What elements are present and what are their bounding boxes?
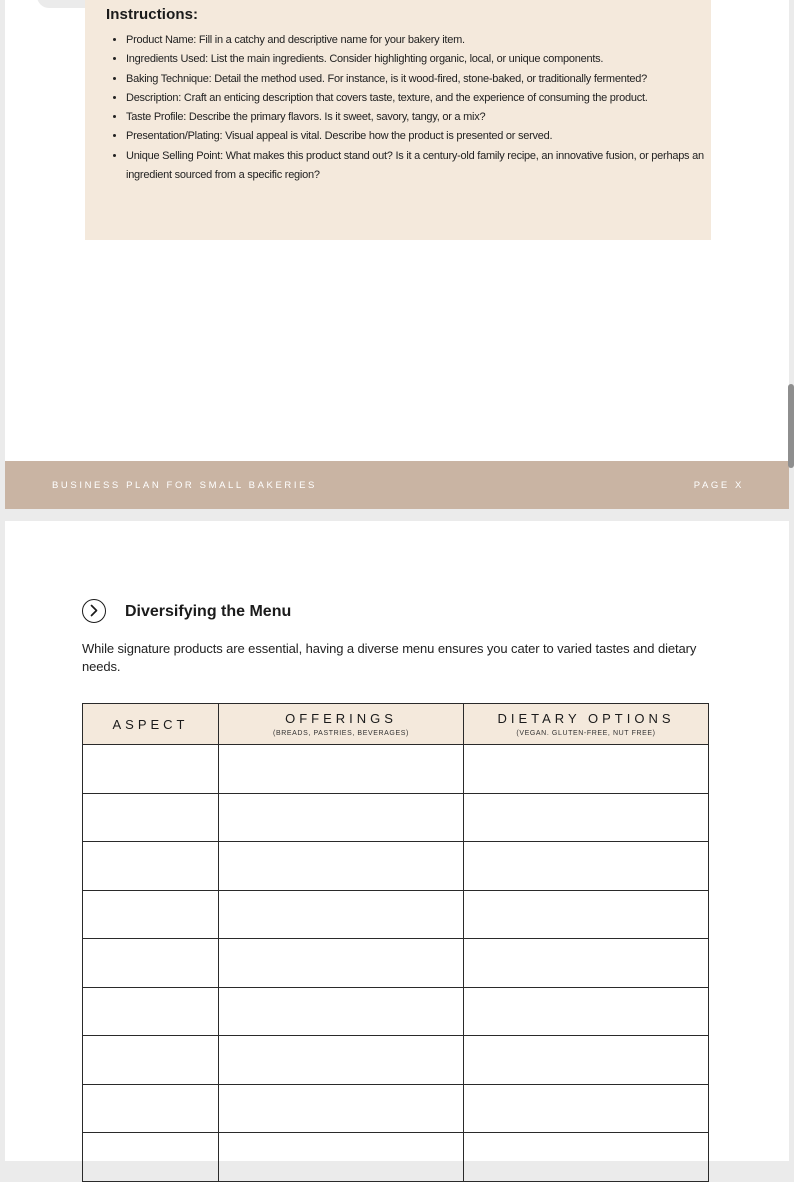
table-cell[interactable]	[83, 842, 219, 891]
instruction-item: • Baking Technique: Detail the method used. For instance, is it wood-fired, stone-baked, or traditionally fermented?	[126, 70, 716, 89]
page-current	[5, 521, 789, 1161]
table-cell[interactable]	[219, 1084, 464, 1133]
table-cell[interactable]	[219, 745, 464, 794]
table-cell[interactable]	[83, 987, 219, 1036]
table-cell[interactable]	[219, 793, 464, 842]
table-row	[83, 745, 709, 794]
column-header-label: OFFERINGS	[285, 711, 397, 726]
column-header-label: DIETARY OPTIONS	[497, 711, 675, 726]
table-cell[interactable]	[83, 890, 219, 939]
chevron-right-circle-icon	[82, 599, 106, 623]
instruction-item: • Unique Selling Point: What makes this product stand out? Is it a century-old family recipe, an innovative fusion, or perhaps an ingredient sourced from a specific region?	[126, 147, 716, 186]
table-cell[interactable]	[219, 1036, 464, 1085]
table-header-row	[83, 704, 709, 745]
table-row	[83, 987, 709, 1036]
table-cell[interactable]	[83, 793, 219, 842]
table-cell[interactable]	[464, 842, 709, 891]
instructions-title: Instructions:	[106, 6, 199, 23]
column-header-sublabel: (BREADS, PASTRIES, BEVERAGES)	[273, 730, 409, 737]
section-intro: While signature products are essential, having a diverse menu ensures you cater to varied tastes and dietary needs.	[82, 641, 697, 674]
instruction-item: • Product Name: Fill in a catchy and descriptive name for your bakery item.	[126, 31, 716, 50]
table-cell[interactable]	[464, 1036, 709, 1085]
column-header-aspect	[83, 704, 219, 745]
table-row	[83, 793, 709, 842]
table-cell[interactable]	[219, 987, 464, 1036]
table-cell[interactable]	[83, 745, 219, 794]
instruction-item: • Presentation/Plating: Visual appeal is vital. Describe how the product is presented or served.	[126, 127, 716, 146]
footer-doc-title: BUSINESS PLAN FOR SMALL BAKERIES	[52, 480, 317, 491]
column-header-offerings	[219, 704, 464, 745]
table-row	[83, 1036, 709, 1085]
column-header-dietary-options	[464, 704, 709, 745]
table-cell[interactable]	[219, 890, 464, 939]
page-previous	[5, 0, 789, 509]
table-cell[interactable]	[83, 1084, 219, 1133]
table-row	[83, 939, 709, 988]
table-cell[interactable]	[464, 939, 709, 988]
table-cell[interactable]	[464, 793, 709, 842]
instructions-box	[85, 0, 711, 240]
table-cell[interactable]	[83, 939, 219, 988]
section-title: Diversifying the Menu	[125, 603, 292, 620]
instruction-item: • Description: Craft an enticing description that covers taste, texture, and the experience of consuming the product.	[126, 89, 716, 108]
table-cell[interactable]	[464, 890, 709, 939]
table-cell[interactable]	[464, 745, 709, 794]
instruction-item: • Ingredients Used: List the main ingredients. Consider highlighting organic, local, or unique components.	[126, 50, 716, 69]
table-cell[interactable]	[83, 1036, 219, 1085]
footer-page-number: PAGE X	[693, 480, 744, 491]
table-cell[interactable]	[464, 987, 709, 1036]
table-cell[interactable]	[464, 1084, 709, 1133]
menu-table	[82, 703, 709, 1182]
instruction-item: • Taste Profile: Describe the primary flavors. Is it sweet, savory, tangy, or a mix?	[126, 108, 716, 127]
table-cell[interactable]	[219, 842, 464, 891]
table-row	[83, 1084, 709, 1133]
instructions-list	[106, 31, 716, 185]
table-row	[83, 842, 709, 891]
scrollbar-thumb[interactable]	[788, 384, 794, 468]
table-cell[interactable]	[219, 939, 464, 988]
table-row	[83, 890, 709, 939]
column-header-label: ASPECT	[112, 716, 189, 732]
page-footer	[5, 461, 789, 509]
column-header-sublabel: (VEGAN. GLUTEN-FREE, NUT FREE)	[516, 730, 656, 737]
